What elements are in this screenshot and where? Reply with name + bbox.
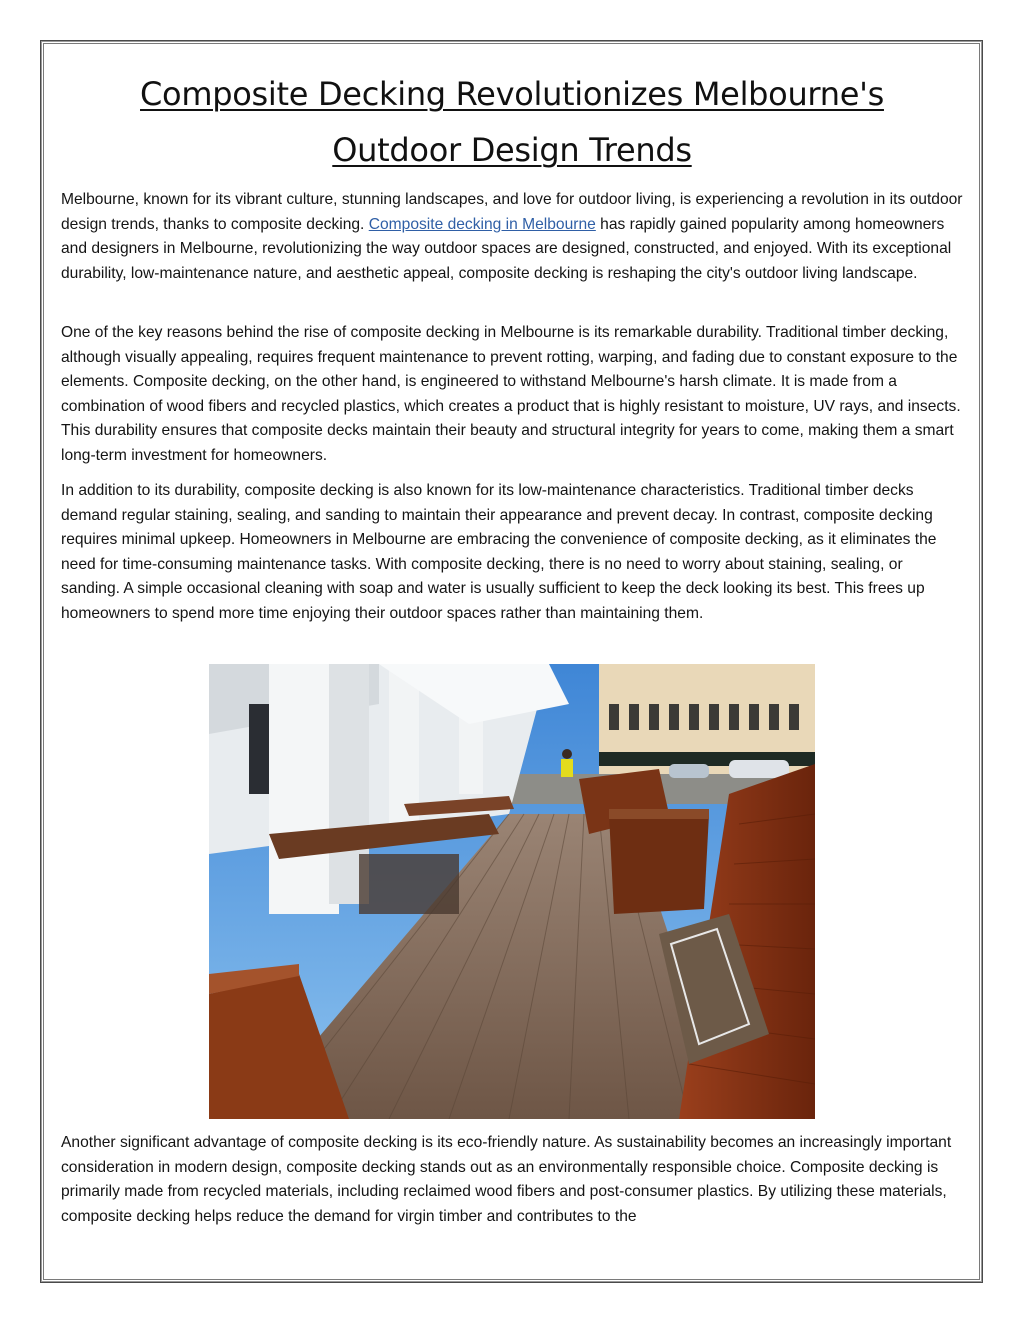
paragraph-intro (61, 188, 965, 286)
paragraph-eco-friendly: Another significant advantage of composite decking is its eco-friendly nature. As sustainability becomes an increasingly important consideration in modern design, composite decking stands out as an environmentally responsible choice. Composite decking is primarily made from recycled materials, including reclaimed wood fibers and post-consumer plastics. By utilizing these materials, composite decking helps reduce the demand for virgin timber and contributes to the (61, 1134, 952, 1225)
deck-photo (209, 664, 815, 1119)
article-title-line-2: Outdoor Design Trends (332, 131, 692, 169)
composite-decking-melbourne-link[interactable]: Composite decking in Melbourne (368, 215, 596, 233)
paragraph-low-maintenance: In addition to its durability, composite decking is also known for its low-maintenance characteristics. Traditional timber decks demand regular staining, sealing, and sanding to maintain their appearance and prevent decay. In contrast, composite decking requires minimal upkeep. Homeowners in Melbourne are embracing the convenience of composite decking, as it eliminates the need for time-consuming maintenance tasks. With composite decking, there is no need to worry about staining, sealing, or sanding. A simple occasional cleaning with soap and water is usually sufficient to keep the deck looking its best. This frees up homeowners to spend more time enjoying their outdoor spaces rather than maintaining them. (61, 482, 937, 622)
paragraph-intro-text-end: has rapidly gained popularity among homeowners and designers in Melbourne, revolutionizing the way outdoor spaces are designed, constructed, and enjoyed. With its exceptional durability, low-maintenance nature, and aesthetic appeal, composite decking is reshaping the city's outdoor living landscape. (61, 215, 952, 282)
paragraph-durability: One of the key reasons behind the rise of composite decking in Melbourne is its remarkable durability. Traditional timber decking, although visually appealing, requires frequent maintenance to prevent rotting, warping, and fading due to constant exposure to the elements. Composite decking, on the other hand, is engineered to withstand Melbourne's harsh climate. It is made from a combination of wood fibers and recycled plastics, which creates a product that is highly resistant to moisture, UV rays, and insects. This durability ensures that composite decks maintain their beauty and structural integrity for years to come, making them a smart long-term investment for homeowners. (61, 324, 961, 464)
article-title (60, 66, 964, 178)
article-title-line-1: Composite Decking Revolutionizes Melbourne's (140, 75, 884, 113)
paragraph-intro-text-start: Melbourne, known for its vibrant culture, stunning landscapes, and love for outdoor living, is experiencing a revolution in its outdoor design trends, thanks to composite decking. (61, 191, 963, 233)
